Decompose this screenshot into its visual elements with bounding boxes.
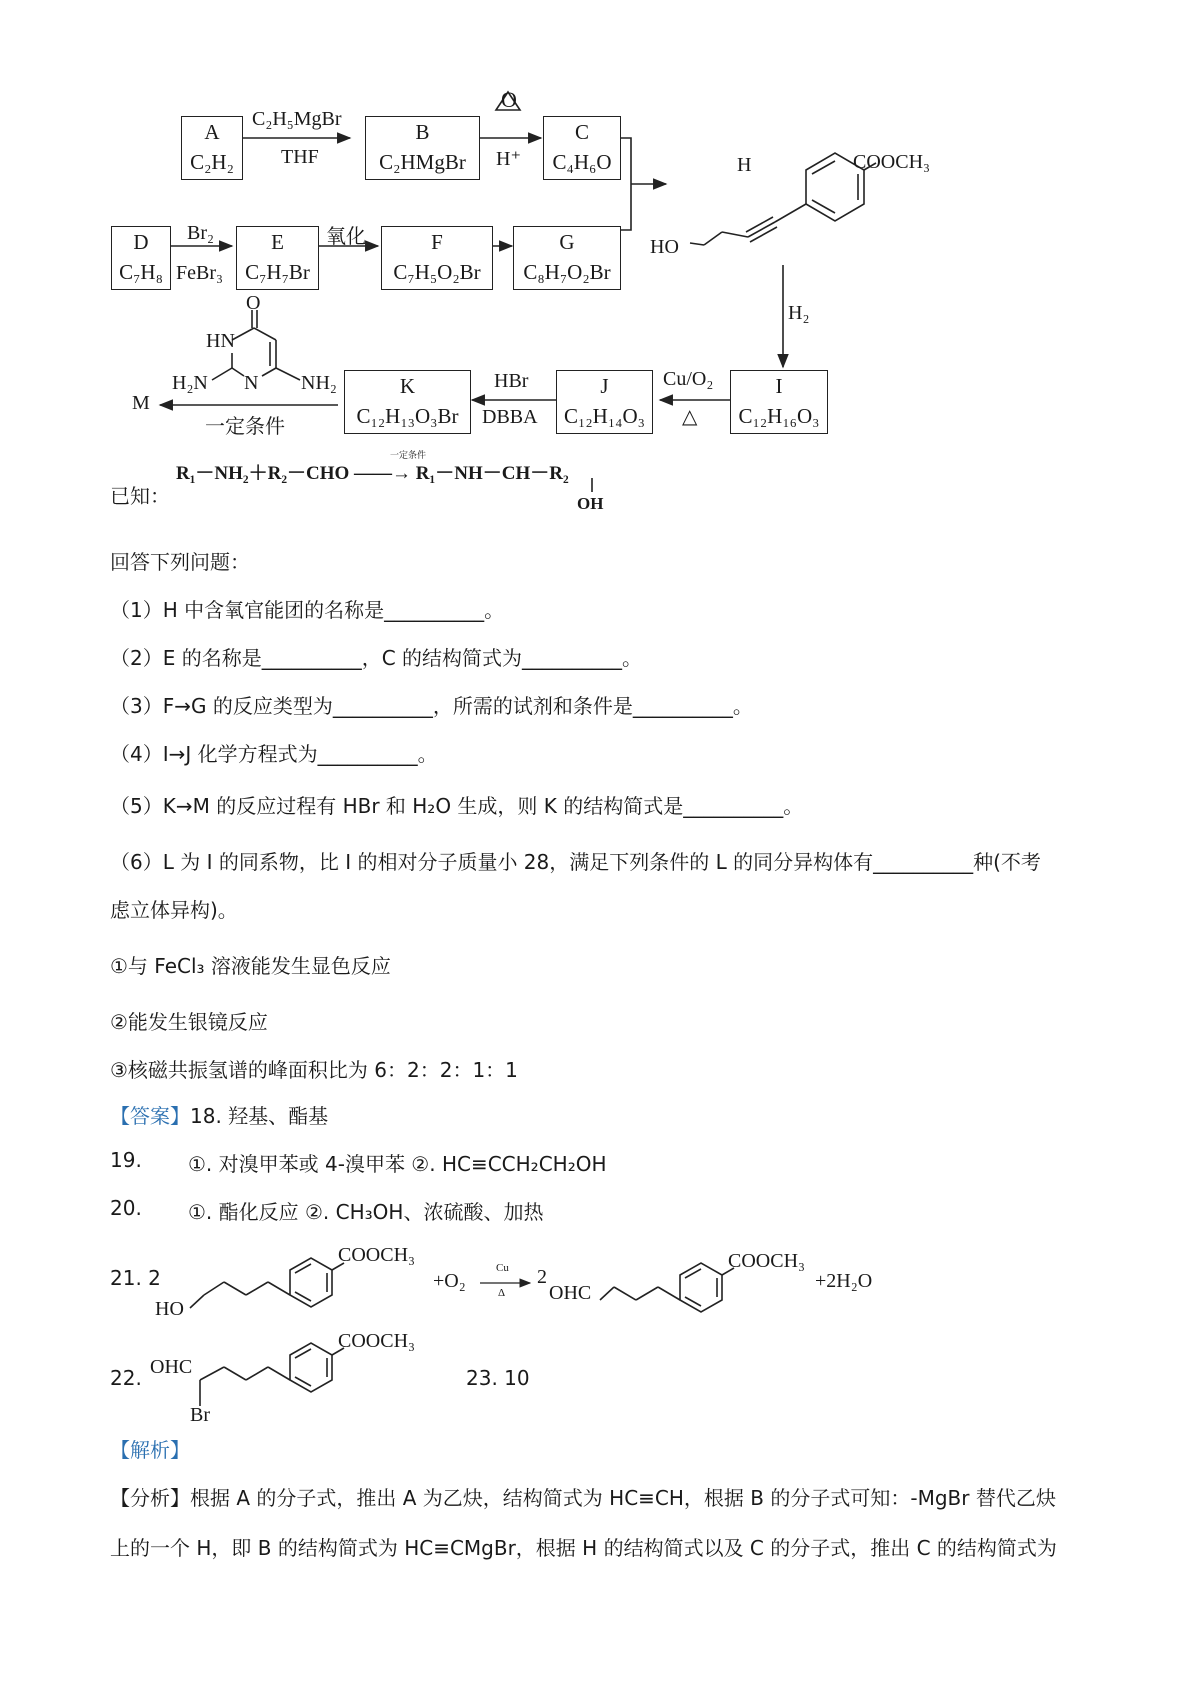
a21-product-structure xyxy=(600,1263,734,1312)
reagent-km-bottom: 一定条件 xyxy=(205,414,285,438)
compound-a-formula: C₂H₂ xyxy=(190,150,234,174)
question-5: （5）K→M 的反应过程有 HBr 和 H₂O 生成，则 K 的结构简式是__________。 xyxy=(110,794,804,818)
h-structure xyxy=(690,153,876,245)
compound-i-label: I xyxy=(775,374,783,398)
question-6a: （6）L 为 I 的同系物，比 I 的相对分子质量小 28，满足下列条件的 L 的同分异构体有__________种(不考 xyxy=(110,850,1041,874)
compound-j-box xyxy=(556,370,653,434)
compound-c-box xyxy=(543,116,621,180)
question-4: （4）I→J 化学方程式为__________。 xyxy=(110,742,438,766)
compound-d-box xyxy=(111,226,171,290)
answer-18: 18. 羟基、酯基 xyxy=(190,1104,329,1128)
reagent-jk-bottom: DBBA xyxy=(482,406,538,428)
pyrimidine-h2n: H₂N xyxy=(172,372,208,394)
compound-j-label: J xyxy=(600,374,609,398)
compound-b-formula: C₂HMgBr xyxy=(379,150,466,174)
answer-21-delta: Δ xyxy=(498,1287,506,1299)
answer-20-num: 20. xyxy=(110,1196,142,1220)
known-equation: R₁－NH₂＋R₂－CHO ——→ R₁－NH－CH－R₂ xyxy=(176,463,569,484)
pyrimidine-o: O xyxy=(246,292,261,314)
a21-reactant-structure xyxy=(190,1258,344,1308)
answer-21-ester2: COOCH₃ xyxy=(728,1250,805,1272)
reagent-jk-top: HBr xyxy=(494,370,529,392)
answer-21-water: +2H₂O xyxy=(815,1270,873,1292)
answer-21-cu: Cu xyxy=(496,1262,509,1274)
analysis-tag: 【解析】 xyxy=(110,1438,190,1462)
answer-22-ohc: OHC xyxy=(150,1356,193,1378)
condition-2: ②能发生银镜反应 xyxy=(110,1010,268,1034)
answer-20-text: ①. 酯化反应 ②. CH₃OH、浓硫酸、加热 xyxy=(188,1200,544,1224)
questions-intro: 回答下列问题： xyxy=(110,550,250,574)
reagent-ij-bottom: △ xyxy=(682,406,698,428)
compound-b-label: B xyxy=(415,120,430,144)
compound-c-label: C xyxy=(574,120,589,144)
pyrimidine-n: N xyxy=(244,372,259,394)
compound-h-oh: HO xyxy=(650,236,679,258)
answer-19-num: 19. xyxy=(110,1148,142,1172)
answer-21-ester: COOCH₃ xyxy=(338,1244,415,1266)
compound-i-box xyxy=(730,370,828,434)
pyrimidine-hn: HN xyxy=(206,330,235,352)
compound-e-label: E xyxy=(271,230,284,254)
analysis-line-1: 【分析】根据 A 的分子式，推出 A 为乙炔，结构简式为 HC≡CH，根据 B 的分子式可知：-MgBr 替代乙炔 xyxy=(110,1486,1056,1510)
compound-e-formula: C₇H₇Br xyxy=(245,260,310,284)
known-over-arrow: 一定条件 xyxy=(390,451,427,461)
answer-21-coef: 2 xyxy=(537,1266,547,1288)
compound-h-ester: COOCH₃ xyxy=(853,151,930,173)
compound-d-formula: C₇H₈ xyxy=(119,260,163,284)
reagent-ij-top: Cu/O₂ xyxy=(663,368,714,390)
compound-f-label: F xyxy=(431,230,443,254)
reagent-bc-bottom: H⁺ xyxy=(496,148,521,170)
reagent-de-top: Br₂ xyxy=(187,222,214,244)
answer-21-ohc: OHC xyxy=(549,1282,592,1304)
question-2: （2）E 的名称是__________，C 的结构简式为__________。 xyxy=(110,646,643,670)
compound-a-box xyxy=(181,116,243,180)
question-3: （3）F→G 的反应类型为__________，所需的试剂和条件是__________。 xyxy=(110,694,753,718)
answer-19-text: ①. 对溴甲苯或 4-溴甲苯 ②. HC≡CCH₂CH₂OH xyxy=(188,1152,607,1176)
answer-tag: 【答案】 xyxy=(110,1104,190,1128)
condition-1: ①与 FeCl₃ 溶液能发生显色反应 xyxy=(110,954,391,978)
answer-21-oh: HO xyxy=(155,1298,184,1320)
compound-h-label: H xyxy=(737,154,752,176)
a22-structure xyxy=(200,1343,344,1406)
compound-i-formula: C₁₂H₁₆O₃ xyxy=(738,404,820,428)
compound-g-label: G xyxy=(559,230,575,254)
compound-b-box xyxy=(365,116,480,180)
pyrimidine-nh2: NH₂ xyxy=(301,372,337,394)
condition-3: ③核磁共振氢谱的峰面积比为 6：2：2：1：1 xyxy=(110,1058,518,1082)
compound-k-box xyxy=(344,370,471,434)
compound-c-formula: C₄H₆O xyxy=(552,150,612,174)
answer-22-num: 22. xyxy=(110,1366,142,1390)
epoxide-o: O xyxy=(501,87,517,112)
answer-block xyxy=(110,1100,328,1129)
compound-k-label: K xyxy=(399,374,416,398)
compound-f-box xyxy=(381,226,493,290)
compound-g-box xyxy=(513,226,621,290)
known-prefix: 已知： xyxy=(110,484,170,508)
answer-22-ester: COOCH₃ xyxy=(338,1330,415,1352)
question-6b: 虑立体异构)。 xyxy=(110,898,238,922)
reagent-hi: H₂ xyxy=(788,302,810,324)
reagent-ef-top: 氧化 xyxy=(326,224,366,248)
answer-21-num: 21. 2 xyxy=(110,1266,161,1290)
compound-d-label: D xyxy=(133,230,149,254)
answer-23: 23. 10 xyxy=(466,1366,530,1390)
answer-21-o2: +O₂ xyxy=(433,1270,466,1292)
compound-f-formula: C₇H₅O₂Br xyxy=(393,260,481,284)
compound-a-label: A xyxy=(204,120,220,144)
question-1: （1）H 中含氧官能团的名称是__________。 xyxy=(110,598,505,622)
reagent-ab-bottom: THF xyxy=(281,146,319,168)
reagent-de-bottom: FeBr₃ xyxy=(176,262,223,284)
known-oh: OH xyxy=(577,494,604,513)
compound-e-box xyxy=(236,226,319,290)
analysis-line-2: 上的一个 H，即 B 的结构简式为 HC≡CMgBr，根据 H 的结构简式以及 C 的分子式，推出 C 的结构简式为 xyxy=(110,1536,1057,1560)
compound-g-formula: C₈H₇O₂Br xyxy=(523,260,611,284)
product-m: M xyxy=(132,392,150,414)
reagent-ab-top: C₂H₅MgBr xyxy=(252,108,342,130)
compound-k-formula: C₁₂H₁₃O₃Br xyxy=(356,404,459,428)
answer-22-br: Br xyxy=(190,1404,210,1426)
compound-j-formula: C₁₂H₁₄O₃ xyxy=(564,404,645,428)
merge-bracket xyxy=(621,138,631,230)
